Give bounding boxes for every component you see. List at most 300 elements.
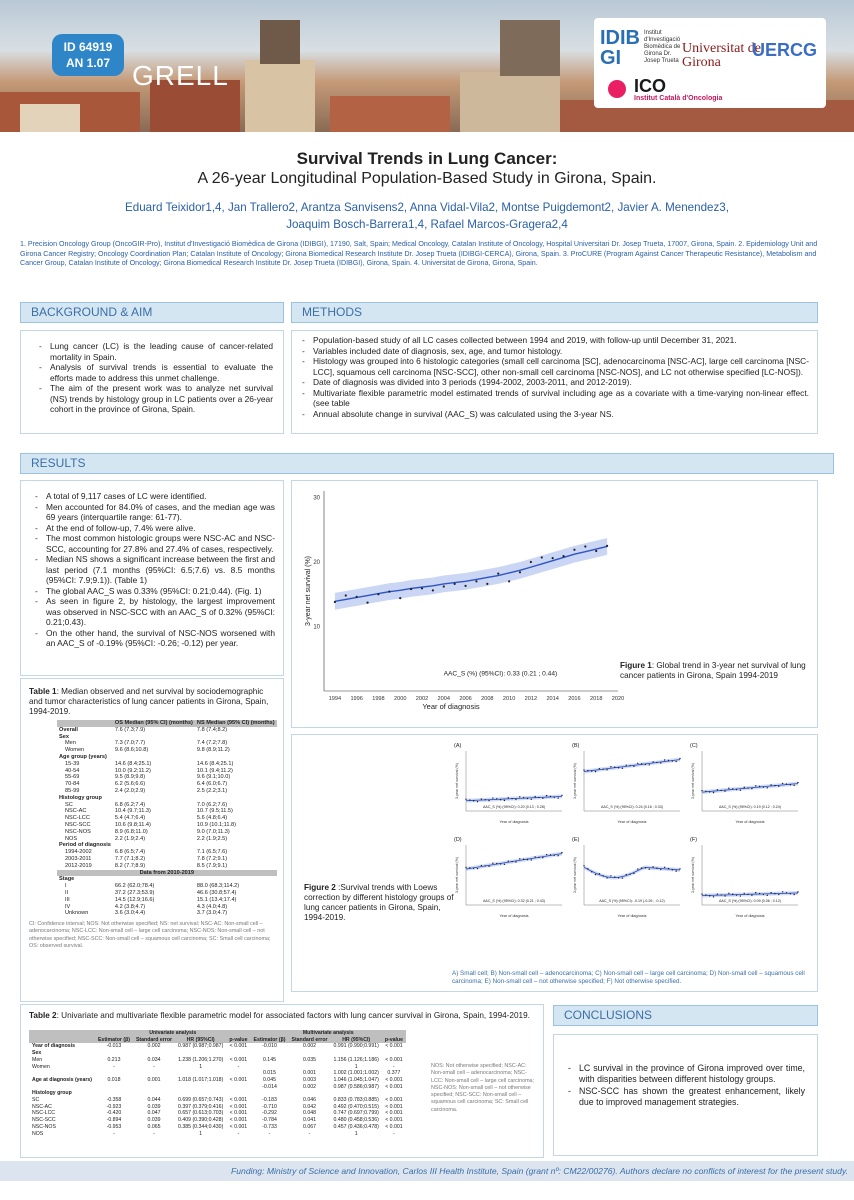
fig1-x-tick-label: 2000 bbox=[393, 696, 407, 702]
table1-cell-os: 7.6 (7.3;7.9) bbox=[114, 726, 146, 733]
table2-cell: < 0.001 bbox=[229, 1123, 248, 1130]
fig2-panel-point bbox=[538, 857, 539, 858]
table1-cell-os: 2.4 (2.0;2.9) bbox=[114, 787, 146, 794]
table2-row-label: NSC-SCC bbox=[32, 1117, 56, 1124]
fig2-panel-point bbox=[751, 788, 752, 789]
fig2-panel-point bbox=[626, 765, 627, 766]
table2-col-header: Standard error bbox=[133, 1037, 175, 1044]
table2-cell: < 0.001 bbox=[385, 1097, 403, 1104]
fig2-panel-band bbox=[584, 865, 680, 879]
table2-cell: 1.002 (1.001;1.002) bbox=[333, 1070, 379, 1077]
fig2-panel-y-label: 3-year net survival (%) bbox=[455, 857, 459, 893]
table1-row bbox=[57, 910, 277, 917]
table1-cell-ns: 10.7 (9.5;11.5) bbox=[196, 808, 233, 815]
fig2-panel-point bbox=[713, 896, 714, 897]
fig1-x-tick-label: 2004 bbox=[437, 696, 451, 702]
fig2-panel-point bbox=[656, 868, 657, 869]
fig1-y-label: 3-year net survival (%) bbox=[305, 555, 312, 627]
fig1-x-tick-label: 2008 bbox=[481, 696, 494, 702]
table2-cell: < 0.001 bbox=[229, 1110, 248, 1117]
fig2-panel-point bbox=[610, 766, 611, 767]
table1-cell-ns bbox=[195, 754, 277, 761]
table2-cell: 0.065 bbox=[147, 1123, 161, 1130]
fig2-panel-point bbox=[496, 798, 497, 799]
table2-cell: < 0.001 bbox=[229, 1117, 248, 1124]
table2-cell: < 0.001 bbox=[229, 1056, 248, 1063]
results-item: - As seen in figure 2, by histology, the largest improvement was observed in NSC-SCC with an AAC_S of 0.32% (95%CI: 0.21;0.43). bbox=[33, 596, 275, 628]
table1-row bbox=[57, 795, 277, 802]
table2-row bbox=[29, 1064, 406, 1071]
fig2-panel-point bbox=[481, 798, 482, 799]
table1-cell-ns: 5.6 (4.8;6.4) bbox=[196, 815, 228, 822]
fig2-panel-point bbox=[770, 784, 771, 785]
fig2-panel-point bbox=[546, 854, 547, 855]
table2-cell: - bbox=[113, 1063, 115, 1070]
fig2-panel-point bbox=[709, 791, 710, 792]
fig2-panel-point bbox=[672, 869, 673, 870]
table1-caption-label: Table 1 bbox=[29, 687, 57, 696]
fig2-panel-point bbox=[660, 762, 661, 763]
table1-row-label: Histology group bbox=[59, 794, 102, 801]
fig2-panel-point bbox=[519, 796, 520, 797]
table2-row bbox=[29, 1104, 406, 1111]
table2-cell: -0.710 bbox=[262, 1103, 277, 1110]
table2-row-label: Men bbox=[32, 1056, 43, 1063]
fig2-panel-y-label: 3-year net survival (%) bbox=[691, 763, 695, 799]
table2-cell: -0.358 bbox=[106, 1097, 122, 1104]
table1-row bbox=[57, 849, 277, 856]
fig2-panel-point bbox=[660, 869, 661, 870]
fig2-panel-x-label: Year of diagnosis bbox=[617, 820, 647, 824]
table2-cell: < 0.001 bbox=[229, 1043, 248, 1050]
table1-cell-os: 14.6 (8.4;25.1) bbox=[114, 760, 152, 767]
table2-row-label: NSC-AC bbox=[32, 1103, 52, 1110]
fig1-x-label: Year of diagnosis bbox=[422, 702, 480, 711]
fig2-panel-point bbox=[542, 857, 543, 858]
fig2-panel-point bbox=[736, 894, 737, 895]
table2-cell: 0.001 bbox=[147, 1076, 161, 1083]
table2-row-label: NSC-NOS bbox=[32, 1123, 56, 1130]
table2-cell: < 0.001 bbox=[385, 1056, 403, 1063]
fig1-data-point bbox=[573, 549, 575, 551]
fig1-x-tick-label: 2020 bbox=[611, 696, 625, 702]
fig2-panel-label: (D) bbox=[454, 837, 462, 843]
background-list bbox=[37, 341, 273, 415]
table2-footnote: NOS: Not otherwise specified; NSC-AC: Non-small cell – adenocarcinoma; NSC-LCC: Non-small cell – large cell carcinoma; NSC-NOS: Non-small cell – not otherwise specified; NSC-SCC: Non-small cell – squamous cell carcinoma; SC: Small cell carcinoma. bbox=[431, 1063, 535, 1113]
table2-cell bbox=[133, 1070, 175, 1077]
fig2-panel-point bbox=[724, 895, 725, 896]
table1-row bbox=[57, 774, 277, 781]
table2-cell: 0.213 bbox=[107, 1056, 121, 1063]
fig1-data-point bbox=[584, 545, 586, 547]
table2-cell: 0.457 (0.436;0.478) bbox=[333, 1123, 379, 1130]
table1-cell-ns: 8.5 (7.9;9.1) bbox=[196, 862, 228, 869]
fig2-panel-point bbox=[550, 854, 551, 855]
fig2-panel-y-label: 3-year net survival (%) bbox=[573, 763, 577, 799]
idibgi-logo-subtitle: Institut d'Investigació Biomèdica de Girona Dr. Josep Trueta bbox=[644, 30, 681, 64]
table1-cell-ns: 3.7 (3.0;4.7) bbox=[196, 910, 228, 917]
background-heading: BACKGROUND & AIM bbox=[20, 302, 284, 323]
fig2-panel-point bbox=[500, 799, 501, 800]
fig2-panel-point bbox=[637, 868, 638, 869]
fig2-panel-label: (C) bbox=[690, 743, 698, 749]
poster-an: AN 1.07 bbox=[65, 56, 111, 70]
fig2-panel-point bbox=[587, 770, 588, 771]
fig2-panel-x-label: Year of diagnosis bbox=[735, 820, 765, 824]
fig2-panel-point bbox=[672, 760, 673, 761]
table1-cell-os: 3.6 (3.0;4.4) bbox=[114, 910, 146, 917]
fig2-panel-point bbox=[523, 797, 524, 798]
table1-row-label: Period of diagnosis bbox=[59, 842, 111, 849]
table1-cell-os: 8.2 (7.7;8.9) bbox=[114, 862, 146, 869]
table2-cell: < 0.001 bbox=[229, 1103, 248, 1110]
fig2-panel-point bbox=[645, 867, 646, 868]
fig2-panel-point bbox=[614, 767, 615, 768]
conclusions-heading: CONCLUSIONS bbox=[553, 1005, 818, 1026]
fig1-y-tick-label: 30 bbox=[313, 495, 320, 502]
table1-row bbox=[57, 836, 277, 843]
table1-row bbox=[57, 734, 277, 741]
methods-box bbox=[291, 330, 818, 434]
methods-item: - Histology was grouped into 6 histologic categories (small cell carcinoma [SC], adenocarcinoma [NSC-AC], large cell carcinoma [NSC-LCC], squamous cell carcinoma [NSC-SCC], other non-small cell carcinoma [NSC-NOS], and LC not otherwise specified [LC-NOS]). bbox=[300, 356, 809, 377]
figure1-caption-label: Figure 1 bbox=[620, 661, 652, 670]
results-box bbox=[20, 480, 284, 676]
fig2-panel-point bbox=[550, 796, 551, 797]
fig2-panel-point bbox=[534, 796, 535, 797]
table1-cell-os: 4.2 (3.8;4.7) bbox=[114, 903, 146, 910]
table2-cell: 0.409 (0.390;0.428) bbox=[178, 1117, 224, 1124]
fig2-panel-point bbox=[759, 786, 760, 787]
table1-row-label: II bbox=[65, 889, 69, 896]
table2-cell: < 0.001 bbox=[385, 1110, 403, 1117]
figure2-caption bbox=[304, 883, 454, 923]
fig2-panel-point bbox=[675, 761, 676, 762]
table1-cell-ns: 7.1 (6.5;7.6) bbox=[196, 849, 228, 856]
table1-footnote: CI: Confidence interval; NOS: Not otherwise specified; NS: net survival; NSC-AC: Non-small cell – adenocarcinoma; NSC-LCC: Non-small cell – large cell carcinoma; NSC-NOS: Non-small cell – not otherwise specified; NSC-SCC: Non-small cell – squamous cell carcinoma; SC: Small cell carcinoma; OS: observed survival. bbox=[29, 921, 271, 949]
fig2-panel-point bbox=[790, 784, 791, 785]
table2-cell bbox=[250, 1064, 288, 1071]
table2-cell: 0.042 bbox=[303, 1103, 316, 1110]
grell-brand: GRELL bbox=[132, 60, 229, 91]
table2-cell: 0.657 (0.613;0.703) bbox=[178, 1110, 224, 1117]
figure2-box bbox=[291, 734, 818, 992]
table2-cell: - bbox=[113, 1130, 115, 1137]
table1-row bbox=[57, 863, 277, 870]
fig2-panel-point bbox=[701, 893, 702, 894]
fig2-panel-point bbox=[701, 790, 702, 791]
methods-list bbox=[300, 335, 809, 419]
fig1-data-point bbox=[595, 550, 597, 552]
fig2-panel-point bbox=[465, 799, 466, 800]
table1-row-label: NSC-SCC bbox=[65, 821, 91, 828]
fig2-panel-point bbox=[508, 797, 509, 798]
fig2-panel-y-label: 3-year net survival (%) bbox=[691, 857, 695, 893]
results-item: - On the other hand, the survival of NSC-NOS worsened with an AAC_S of -0.19% (95%CI: -0.26; -0.12) per year. bbox=[33, 628, 275, 649]
fig1-data-point bbox=[508, 580, 510, 582]
fig2-panel-point bbox=[770, 892, 771, 893]
fig2-panel-point bbox=[736, 789, 737, 790]
fig2-panel-point bbox=[618, 767, 619, 768]
fig2-panel-point bbox=[485, 865, 486, 866]
fig2-panel-point bbox=[793, 894, 794, 895]
table1-cell-os: 10.4 (9.7;11.3) bbox=[114, 808, 151, 815]
fig2-panel-point bbox=[595, 771, 596, 772]
table2-cell: - bbox=[393, 1130, 395, 1137]
table2-cell: -0.183 bbox=[262, 1097, 277, 1104]
results-item: - Men accounted for 84.0% of cases, and the median age was 69 years (interquartile range: 61-77). bbox=[33, 502, 275, 523]
fig2-panel-point bbox=[744, 893, 745, 894]
fig2-panel-point bbox=[622, 877, 623, 878]
fig2-panel-point bbox=[645, 764, 646, 765]
figure1-caption-text: : Global trend in 3-year net survival of lung cancer patients in Girona, Spain 1994-2019 bbox=[620, 661, 806, 680]
fig2-panel-point bbox=[508, 861, 509, 862]
table1-cell-os: 8.9 (6.8;11.0) bbox=[114, 828, 148, 835]
fig1-data-point bbox=[366, 602, 368, 604]
fig2-panel-point bbox=[747, 787, 748, 788]
fig1-data-point bbox=[432, 589, 434, 591]
ico-logo-icon bbox=[608, 80, 626, 98]
table1-cell-os: 9.5 (8.9;9.8) bbox=[114, 774, 146, 781]
fig2-panel-point bbox=[527, 798, 528, 799]
table2-cell: 0.699 (0.657;0.743) bbox=[178, 1097, 224, 1104]
table1 bbox=[57, 720, 277, 917]
table2-cell bbox=[250, 1050, 288, 1057]
fig2-panel-x-label: Year of diagnosis bbox=[499, 820, 529, 824]
table1-row-label: NSC-NOS bbox=[65, 828, 91, 835]
fig1-data-point bbox=[606, 545, 608, 547]
fig2-panel-label: (E) bbox=[572, 837, 580, 843]
fig2-panel-point bbox=[656, 762, 657, 763]
table2-cell bbox=[226, 1084, 250, 1091]
table1-cell-ns: 10.1 (9.4;11.2) bbox=[196, 767, 233, 774]
table1-cell-os bbox=[113, 734, 195, 741]
fig2-panel-point bbox=[633, 766, 634, 767]
fig2-panel-point bbox=[721, 894, 722, 895]
figure1-caption bbox=[620, 661, 812, 681]
fig2-panel-point bbox=[724, 790, 725, 791]
table1-row bbox=[57, 768, 277, 775]
methods-item: - Multivariate flexible parametric model estimated trends of survival including age as a covariate with a time-varying non-linear effect. (see table bbox=[300, 388, 809, 409]
table2-cell bbox=[288, 1090, 330, 1097]
table1-cell-os: 66.2 (62.0;78.4) bbox=[114, 883, 155, 890]
table2-header-blank bbox=[29, 1030, 95, 1037]
table1-row-label: III bbox=[65, 896, 70, 903]
table1-cell-os: 2.2 (1.9;2.4) bbox=[114, 835, 146, 842]
fig2-panel-point bbox=[473, 868, 474, 869]
table2-row bbox=[29, 1057, 406, 1064]
funding-footer: Funding: Ministry of Science and Innovation, Carlos III Health Institute, Spain (grant nº: CM22/00276). Authors declare no conflicts of interest for the present study. bbox=[0, 1161, 854, 1181]
fig2-panel-point bbox=[664, 867, 665, 868]
table2-cell bbox=[288, 1050, 330, 1057]
fig2-panel-point bbox=[793, 785, 794, 786]
figure2-caption-text: :Survival trends with Loews correction by different histology groups of lung cancer patients in Girona, Spain, 1994-2019. bbox=[304, 883, 454, 922]
table2-row-label: Histology group bbox=[32, 1090, 72, 1097]
fig1-x-tick-label: 2014 bbox=[546, 696, 559, 702]
table1-row bbox=[57, 822, 277, 829]
fig2-panel-point bbox=[599, 768, 600, 769]
fig2-panel-point bbox=[531, 859, 532, 860]
table2-cell: 1 bbox=[199, 1063, 203, 1070]
table1-cell-ns: 9.6 (9.1;10.0) bbox=[196, 774, 231, 781]
fig2-panel-point bbox=[599, 873, 600, 874]
figure2-panels bbox=[452, 739, 812, 929]
fig2-panel-point bbox=[583, 865, 584, 866]
table1-row bbox=[57, 842, 277, 849]
table2-caption-label: Table 2 bbox=[29, 1011, 57, 1020]
table2-cell: 1.018 (1.017;1.018) bbox=[178, 1076, 224, 1083]
fig2-panel-point bbox=[629, 873, 630, 874]
background-box bbox=[20, 330, 284, 434]
table1-cell-ns: 7.0 (6.2;7.6) bbox=[196, 801, 228, 808]
fig2-panel-point bbox=[778, 786, 779, 787]
table1-cell-ns: 14.6 (8.4;25.1) bbox=[196, 760, 234, 767]
table1-row-label: Overall bbox=[59, 726, 78, 733]
figure1-box bbox=[291, 480, 818, 728]
table1-row bbox=[57, 904, 277, 911]
poster-title: Survival Trends in Lung Cancer: bbox=[296, 149, 558, 168]
table2-cell: 0.002 bbox=[147, 1043, 161, 1050]
fig1-x-tick-label: 2012 bbox=[524, 696, 538, 702]
fig2-panel-point bbox=[740, 790, 741, 791]
table2-cell: < 0.001 bbox=[385, 1123, 403, 1130]
fig1-annotation: AAC_S (%) (95%CI): 0.33 (0.21 ; 0.44) bbox=[443, 670, 558, 678]
fig2-panel-annotation: AAC_S (%) (95%CI): 0.32 (0.21 ; 0.43) bbox=[483, 899, 545, 903]
fig2-panel-point bbox=[500, 863, 501, 864]
table2-cell bbox=[226, 1070, 250, 1077]
fig2-panel-point bbox=[732, 894, 733, 895]
fig2-panel-x-label: Year of diagnosis bbox=[617, 914, 647, 918]
table2-cell: 0.987 (0.987;0.987) bbox=[178, 1043, 224, 1050]
table2-cell: 0.015 bbox=[262, 1070, 276, 1077]
table1-caption-text: : Median observed and net survival by sociodemographic and tumor characteristics of lung cancer patients in Girona, Spain, 1994-2019. bbox=[29, 687, 269, 716]
fig2-panel-point bbox=[481, 865, 482, 866]
fig1-data-point bbox=[356, 596, 358, 598]
fig1-data-point bbox=[334, 601, 336, 603]
table2-group-header bbox=[29, 1030, 406, 1037]
table2-cell: 0.039 bbox=[147, 1117, 161, 1124]
table1-caption bbox=[29, 687, 275, 717]
table2-cell: < 0.001 bbox=[385, 1117, 403, 1124]
fig2-panel-point bbox=[782, 783, 783, 784]
table2-row bbox=[29, 1097, 406, 1104]
table1-cell-os: 5.4 (4.7;6.4) bbox=[114, 815, 146, 822]
fig2-panel-point bbox=[622, 768, 623, 769]
table1-header-blank bbox=[57, 720, 113, 727]
table2-col-header: Estimator (β) bbox=[250, 1037, 288, 1044]
table2-header-multivariate: Multivariate analysis bbox=[250, 1030, 406, 1037]
table2-cell bbox=[382, 1050, 406, 1057]
fig2-panel-point bbox=[591, 770, 592, 771]
table2-cell bbox=[331, 1090, 382, 1097]
fig2-panel-label: (F) bbox=[690, 837, 698, 843]
table1-row bbox=[57, 754, 277, 761]
table1-cell-ns: 7.4 (7.2;7.8) bbox=[196, 740, 228, 747]
table1-cell-ns: 2.5 (2.2;3.1) bbox=[196, 787, 228, 794]
fig2-panel-point bbox=[717, 893, 718, 894]
fig2-panel-fit-line bbox=[466, 854, 562, 869]
fig2-panel-point bbox=[485, 799, 486, 800]
table1-cell-ns: 46.6 (30.8;57.4) bbox=[196, 889, 237, 896]
table1-cell-ns: 6.4 (6.0;6.7) bbox=[196, 781, 228, 788]
authors bbox=[100, 199, 754, 233]
fig2-panel-point bbox=[610, 875, 611, 876]
table2-cell bbox=[226, 1090, 250, 1097]
table1-row bbox=[57, 829, 277, 836]
background-item: - Lung cancer (LC) is the leading cause of cancer-related mortality in Spain. bbox=[37, 341, 273, 362]
table1-header-ns: NS Median (95% CI) (months) bbox=[196, 720, 275, 726]
results-item: - The most common histologic groups were NSC-AC and NSC-SCC, accounting for 27.8% and 27.4% of cases, respectively. bbox=[33, 533, 275, 554]
table1-cell-ns: 88.0 (68.3;114.2) bbox=[196, 883, 240, 890]
table2-caption bbox=[29, 1011, 535, 1021]
table2-cell: - bbox=[153, 1063, 155, 1070]
methods-heading: METHODS bbox=[291, 302, 818, 323]
table1-row-label: 70-84 bbox=[65, 781, 80, 788]
table1-row bbox=[57, 788, 277, 795]
table2 bbox=[29, 1030, 406, 1137]
fig2-panel-point bbox=[561, 795, 562, 796]
fig2-panel-point bbox=[740, 895, 741, 896]
table2-row bbox=[29, 1050, 406, 1057]
table1-cell-os: 14.5 (12.9;16.6) bbox=[114, 896, 155, 903]
fig2-panel-point bbox=[469, 867, 470, 868]
fig2-panel-point bbox=[488, 866, 489, 867]
table2-cell: 0.047 bbox=[147, 1110, 161, 1117]
figure2-caption-label: Figure 2 bbox=[304, 883, 336, 892]
uercg-logo: UERCG bbox=[752, 40, 818, 60]
fig2-panel-point bbox=[595, 874, 596, 875]
table2-cell bbox=[95, 1084, 133, 1091]
fig2-panel-annotation: AAC_S (%) (95%CI): 0.09 (0.06 ; 0.12) bbox=[719, 899, 781, 903]
table1-cell-ns: 7.8 (7.4;8.2) bbox=[196, 726, 228, 733]
idibgi-logo: IDIB GI bbox=[600, 27, 640, 69]
table1-box bbox=[20, 678, 284, 1002]
table2-row bbox=[29, 1077, 406, 1084]
fig2-panel-y-label: 3-year net survival (%) bbox=[573, 857, 577, 893]
table2-cell bbox=[175, 1090, 226, 1097]
fig2-panel-point bbox=[721, 790, 722, 791]
table1-cell-ns: 4.3 (4.0;4.8) bbox=[196, 903, 228, 910]
fig2-panel-point bbox=[504, 864, 505, 865]
table2-cell bbox=[175, 1050, 226, 1057]
fig2-panel-point bbox=[717, 789, 718, 790]
table2-cell: 0.002 bbox=[303, 1083, 316, 1090]
fig2-panel-point bbox=[606, 769, 607, 770]
table1-row-label: Women bbox=[65, 747, 85, 754]
table2-col-header: p-value bbox=[382, 1037, 406, 1044]
table2-row bbox=[29, 1110, 406, 1117]
table2-cell: < 0.001 bbox=[385, 1043, 403, 1050]
results-heading: RESULTS bbox=[20, 453, 834, 474]
table2-row-label: Sex bbox=[32, 1050, 42, 1057]
fig2-panel-point bbox=[774, 785, 775, 786]
fig1-x-tick-label: 2016 bbox=[568, 696, 581, 702]
fig2-panel-annotation: AAC_S (%) (95%CI): 0.20 (0.13 ; 0.28) bbox=[483, 805, 545, 809]
table2-cell: -0.733 bbox=[262, 1123, 277, 1130]
table2-cell bbox=[133, 1050, 175, 1057]
table2-cell: < 0.001 bbox=[385, 1076, 403, 1083]
table2-row-label: Year of diagnosis bbox=[32, 1043, 75, 1050]
table1-cell-ns: 7.8 (7.2;9.1) bbox=[196, 855, 228, 862]
fig2-panel-point bbox=[492, 797, 493, 798]
table2-cell: 0.480 (0.458;0.536) bbox=[333, 1117, 379, 1124]
table1-cell-os bbox=[113, 842, 195, 849]
table1-row-label: 1994-2002 bbox=[65, 849, 92, 856]
fig1-data-point bbox=[497, 572, 499, 574]
table2-cell: 1.156 (1.126;1.186) bbox=[333, 1056, 379, 1063]
table1-band-cell: Data from 2010-2019 bbox=[57, 870, 277, 877]
fig1-data-point bbox=[464, 585, 466, 587]
table2-cell: - bbox=[308, 1130, 311, 1137]
